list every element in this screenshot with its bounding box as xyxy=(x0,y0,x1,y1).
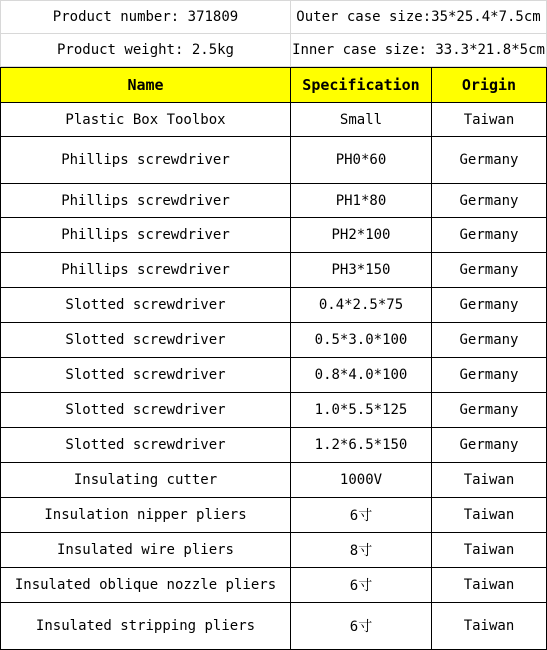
cell-name: Slotted screwdriver xyxy=(1,428,291,463)
table-row xyxy=(1,253,547,288)
cell-specification: 1.2*6.5*150 xyxy=(291,428,432,463)
cell-origin: Germany xyxy=(432,428,547,463)
cell-origin: Germany xyxy=(432,288,547,323)
cell-origin: Taiwan xyxy=(432,498,547,533)
cell-origin: Germany xyxy=(432,253,547,288)
product-weight: Product weight: 2.5kg xyxy=(1,34,291,67)
header-specification: Specification xyxy=(291,68,432,103)
cell-name: Phillips screwdriver xyxy=(1,137,291,184)
cell-specification: 0.4*2.5*75 xyxy=(291,288,432,323)
info-row-2 xyxy=(1,34,547,67)
cell-specification: 6寸 xyxy=(291,498,432,533)
table-body xyxy=(1,103,547,650)
table-row xyxy=(1,184,547,218)
table-row xyxy=(1,603,547,650)
cell-origin: Taiwan xyxy=(432,533,547,568)
header-origin: Origin xyxy=(432,68,547,103)
cell-specification: PH2*100 xyxy=(291,218,432,253)
table-row xyxy=(1,358,547,393)
cell-name: Phillips screwdriver xyxy=(1,184,291,218)
cell-name: Slotted screwdriver xyxy=(1,323,291,358)
table-row xyxy=(1,533,547,568)
cell-specification: 0.8*4.0*100 xyxy=(291,358,432,393)
cell-specification: 6寸 xyxy=(291,568,432,603)
cell-name: Slotted screwdriver xyxy=(1,393,291,428)
table-row xyxy=(1,463,547,498)
components-table xyxy=(0,67,547,650)
cell-name: Insulating cutter xyxy=(1,463,291,498)
cell-name: Insulated stripping pliers xyxy=(1,603,291,650)
table-row xyxy=(1,288,547,323)
cell-specification: 8寸 xyxy=(291,533,432,568)
cell-name: Insulated wire pliers xyxy=(1,533,291,568)
cell-origin: Germany xyxy=(432,323,547,358)
cell-name: Slotted screwdriver xyxy=(1,288,291,323)
table-row xyxy=(1,218,547,253)
cell-specification: 0.5*3.0*100 xyxy=(291,323,432,358)
cell-origin: Taiwan xyxy=(432,463,547,498)
cell-specification: PH3*150 xyxy=(291,253,432,288)
cell-origin: Taiwan xyxy=(432,103,547,137)
cell-origin: Germany xyxy=(432,137,547,184)
cell-name: Insulation nipper pliers xyxy=(1,498,291,533)
table-row xyxy=(1,428,547,463)
product-info-table xyxy=(0,0,547,67)
cell-origin: Taiwan xyxy=(432,603,547,650)
table-row xyxy=(1,568,547,603)
cell-specification: 1000V xyxy=(291,463,432,498)
cell-name: Slotted screwdriver xyxy=(1,358,291,393)
cell-specification: PH0*60 xyxy=(291,137,432,184)
cell-name: Plastic Box Toolbox xyxy=(1,103,291,137)
table-row xyxy=(1,393,547,428)
outer-case-size: Outer case size:35*25.4*7.5cm xyxy=(291,1,547,34)
cell-specification: PH1*80 xyxy=(291,184,432,218)
cell-origin: Taiwan xyxy=(432,568,547,603)
cell-origin: Germany xyxy=(432,393,547,428)
info-row-1 xyxy=(1,1,547,34)
table-row xyxy=(1,103,547,137)
cell-name: Phillips screwdriver xyxy=(1,218,291,253)
cell-specification: Small xyxy=(291,103,432,137)
cell-origin: Germany xyxy=(432,358,547,393)
cell-origin: Germany xyxy=(432,184,547,218)
header-name: Name xyxy=(1,68,291,103)
table-row xyxy=(1,498,547,533)
cell-name: Insulated oblique nozzle pliers xyxy=(1,568,291,603)
cell-specification: 6寸 xyxy=(291,603,432,650)
product-number: Product number: 371809 xyxy=(1,1,291,34)
inner-case-size: Inner case size: 33.3*21.8*5cm xyxy=(291,34,547,67)
cell-name: Phillips screwdriver xyxy=(1,253,291,288)
table-row xyxy=(1,323,547,358)
table-header xyxy=(1,68,547,103)
cell-origin: Germany xyxy=(432,218,547,253)
table-row xyxy=(1,137,547,184)
cell-specification: 1.0*5.5*125 xyxy=(291,393,432,428)
